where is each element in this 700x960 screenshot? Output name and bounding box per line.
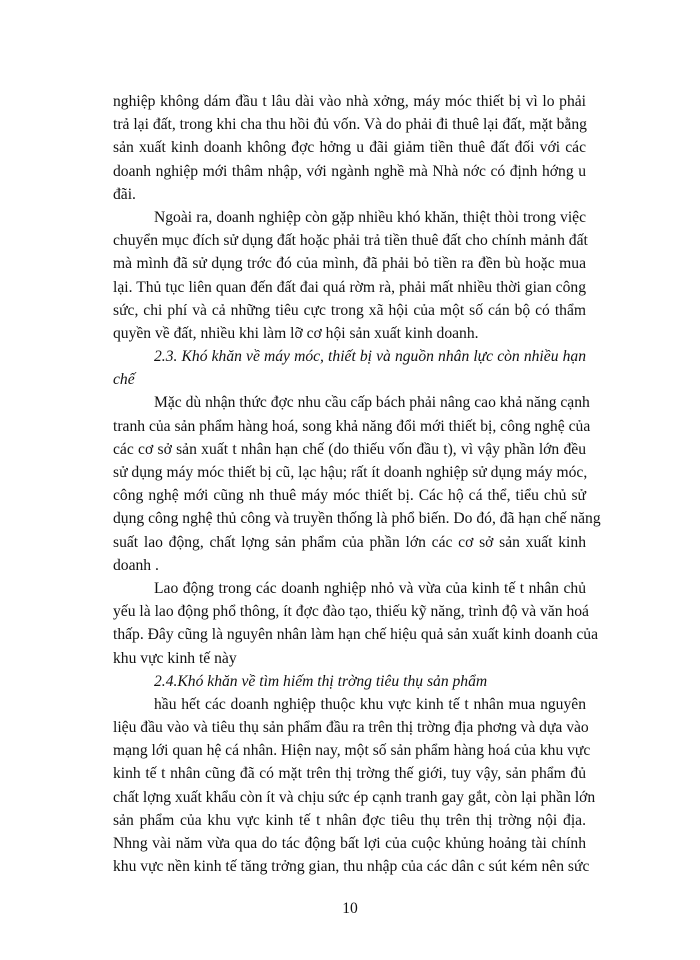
text-line: Lao động trong các doanh nghiệp nhỏ và vừa của kinh tế t nhân chủ xyxy=(154,579,586,597)
text-line: yếu là lao động phổ thông, ít đợc đào tạo, thiếu kỹ năng, trình độ và văn hoá xyxy=(113,603,589,621)
section-heading-2-4: 2.4.Khó khăn về tìm hiếm thị trờng tiêu thụ sản phẩm xyxy=(154,672,488,690)
text-line: doanh nghiệp mới thâm nhập, với ngành nghề mà Nhà nớc có định hớng u xyxy=(113,162,586,180)
text-line: chuyển mục đích sử dụng đất hoặc phải trả tiền thuê đất cho chính mảnh đất xyxy=(113,232,588,250)
section-heading-2-3: 2.3. Khó khăn về máy móc, thiết bị và nguồn nhân lực còn nhiều hạn xyxy=(154,348,586,366)
text-line: lại. Thủ tục liên quan đến đất đai quá rờm rà, phải mất nhiều thời gian công xyxy=(113,278,586,296)
document-page xyxy=(113,90,601,878)
text-line: sử dụng máy móc thiết bị cũ, lạc hậu; rất ít doanh nghiệp sử dụng máy móc, xyxy=(113,464,588,481)
text-line: các cơ sở sản xuất t nhân hạn chế (do thiếu vốn đầu t), vì vậy phần lớn đều xyxy=(113,440,586,458)
text-line: trả lại đất, trong khi cha thu hồi đủ vốn. Và do phải đi thuê lại đất, mặt bằng xyxy=(113,116,587,134)
text-line: dụng công nghệ thủ công và truyền thống là phổ biến. Do đó, đã hạn chế năng xyxy=(113,510,601,528)
text-line: sản phẩm của khu vực kinh tế t nhân đợc tiêu thụ trên thị trờng nội địa. xyxy=(113,811,586,829)
text-line: suất lao động, chất lợng sản phẩm của phần lớn các cơ sở sản xuất kinh xyxy=(113,533,586,551)
page-number: 10 xyxy=(342,900,358,917)
text-line: kinh tế t nhân cũng đã có mặt trên thị trờng thế giới, tuy vậy, sản phẩm đủ xyxy=(113,765,586,783)
text-line: nghiệp không dám đầu t lâu dài vào nhà xởng, máy móc thiết bị vì lo phải xyxy=(113,93,586,110)
text-line: tranh của sản phẩm hàng hoá, song khả năng đổi mới thiết bị, công nghệ của xyxy=(113,417,591,435)
text-line: Ngoài ra, doanh nghiệp còn gặp nhiều khó khăn, thiệt thòi trong việc xyxy=(154,208,586,226)
text-line: doanh . xyxy=(113,556,159,574)
text-line: sức, chi phí và cả những tiêu cực trong xã hội của một số cán bộ có thẩm xyxy=(113,301,586,319)
text-line: quyền về đất, nhiều khi làm lỡ cơ hội sản xuất kinh doanh. xyxy=(113,324,479,342)
text-line: thấp. Đây cũng là nguyên nhân làm hạn chế hiệu quả sản xuất kinh doanh của xyxy=(113,626,598,644)
text-line: chất lợng xuất khẩu còn ít và chịu sức ép cạnh tranh gay gắt, còn lại phần lớn xyxy=(113,788,596,806)
text-line: hầu hết các doanh nghiệp thuộc khu vực kinh tế t nhân mua nguyên xyxy=(154,695,586,713)
text-line: công nghệ mới cũng nh thuê máy móc thiết bị. Các hộ cá thể, tiểu chủ sử xyxy=(113,487,586,505)
text-line: mà mình đã sử dụng trớc đó của mình, đã phải bỏ tiền ra đền bù hoặc mua xyxy=(113,255,586,273)
text-line: mạng lới quan hệ cá nhân. Hiện nay, một số sản phẩm hàng hoá của khu vực xyxy=(113,742,591,760)
text-line: liệu đầu vào và tiêu thụ sản phẩm đầu ra trên thị trờng địa phơng và dựa vào xyxy=(113,719,589,737)
text-line: Mặc dù nhận thức đợc nhu cầu cấp bách phải nâng cao khả năng cạnh xyxy=(154,394,590,412)
section-heading-2-3-cont: chế xyxy=(113,371,135,389)
text-line: Nhng vài năm vừa qua do tác động bất lợi của cuộc khủng hoảng tài chính xyxy=(113,835,586,852)
text-line: sản xuất kinh doanh không đợc hởng u đãi giảm tiền thuê đất đối với các xyxy=(113,139,586,157)
text-line: khu vực kinh tế này xyxy=(113,649,237,667)
text-line: đãi. xyxy=(113,185,136,203)
text-line: khu vực nền kinh tế tăng trởng gian, thu nhập của các dân c sút kém nên sức xyxy=(113,858,590,876)
